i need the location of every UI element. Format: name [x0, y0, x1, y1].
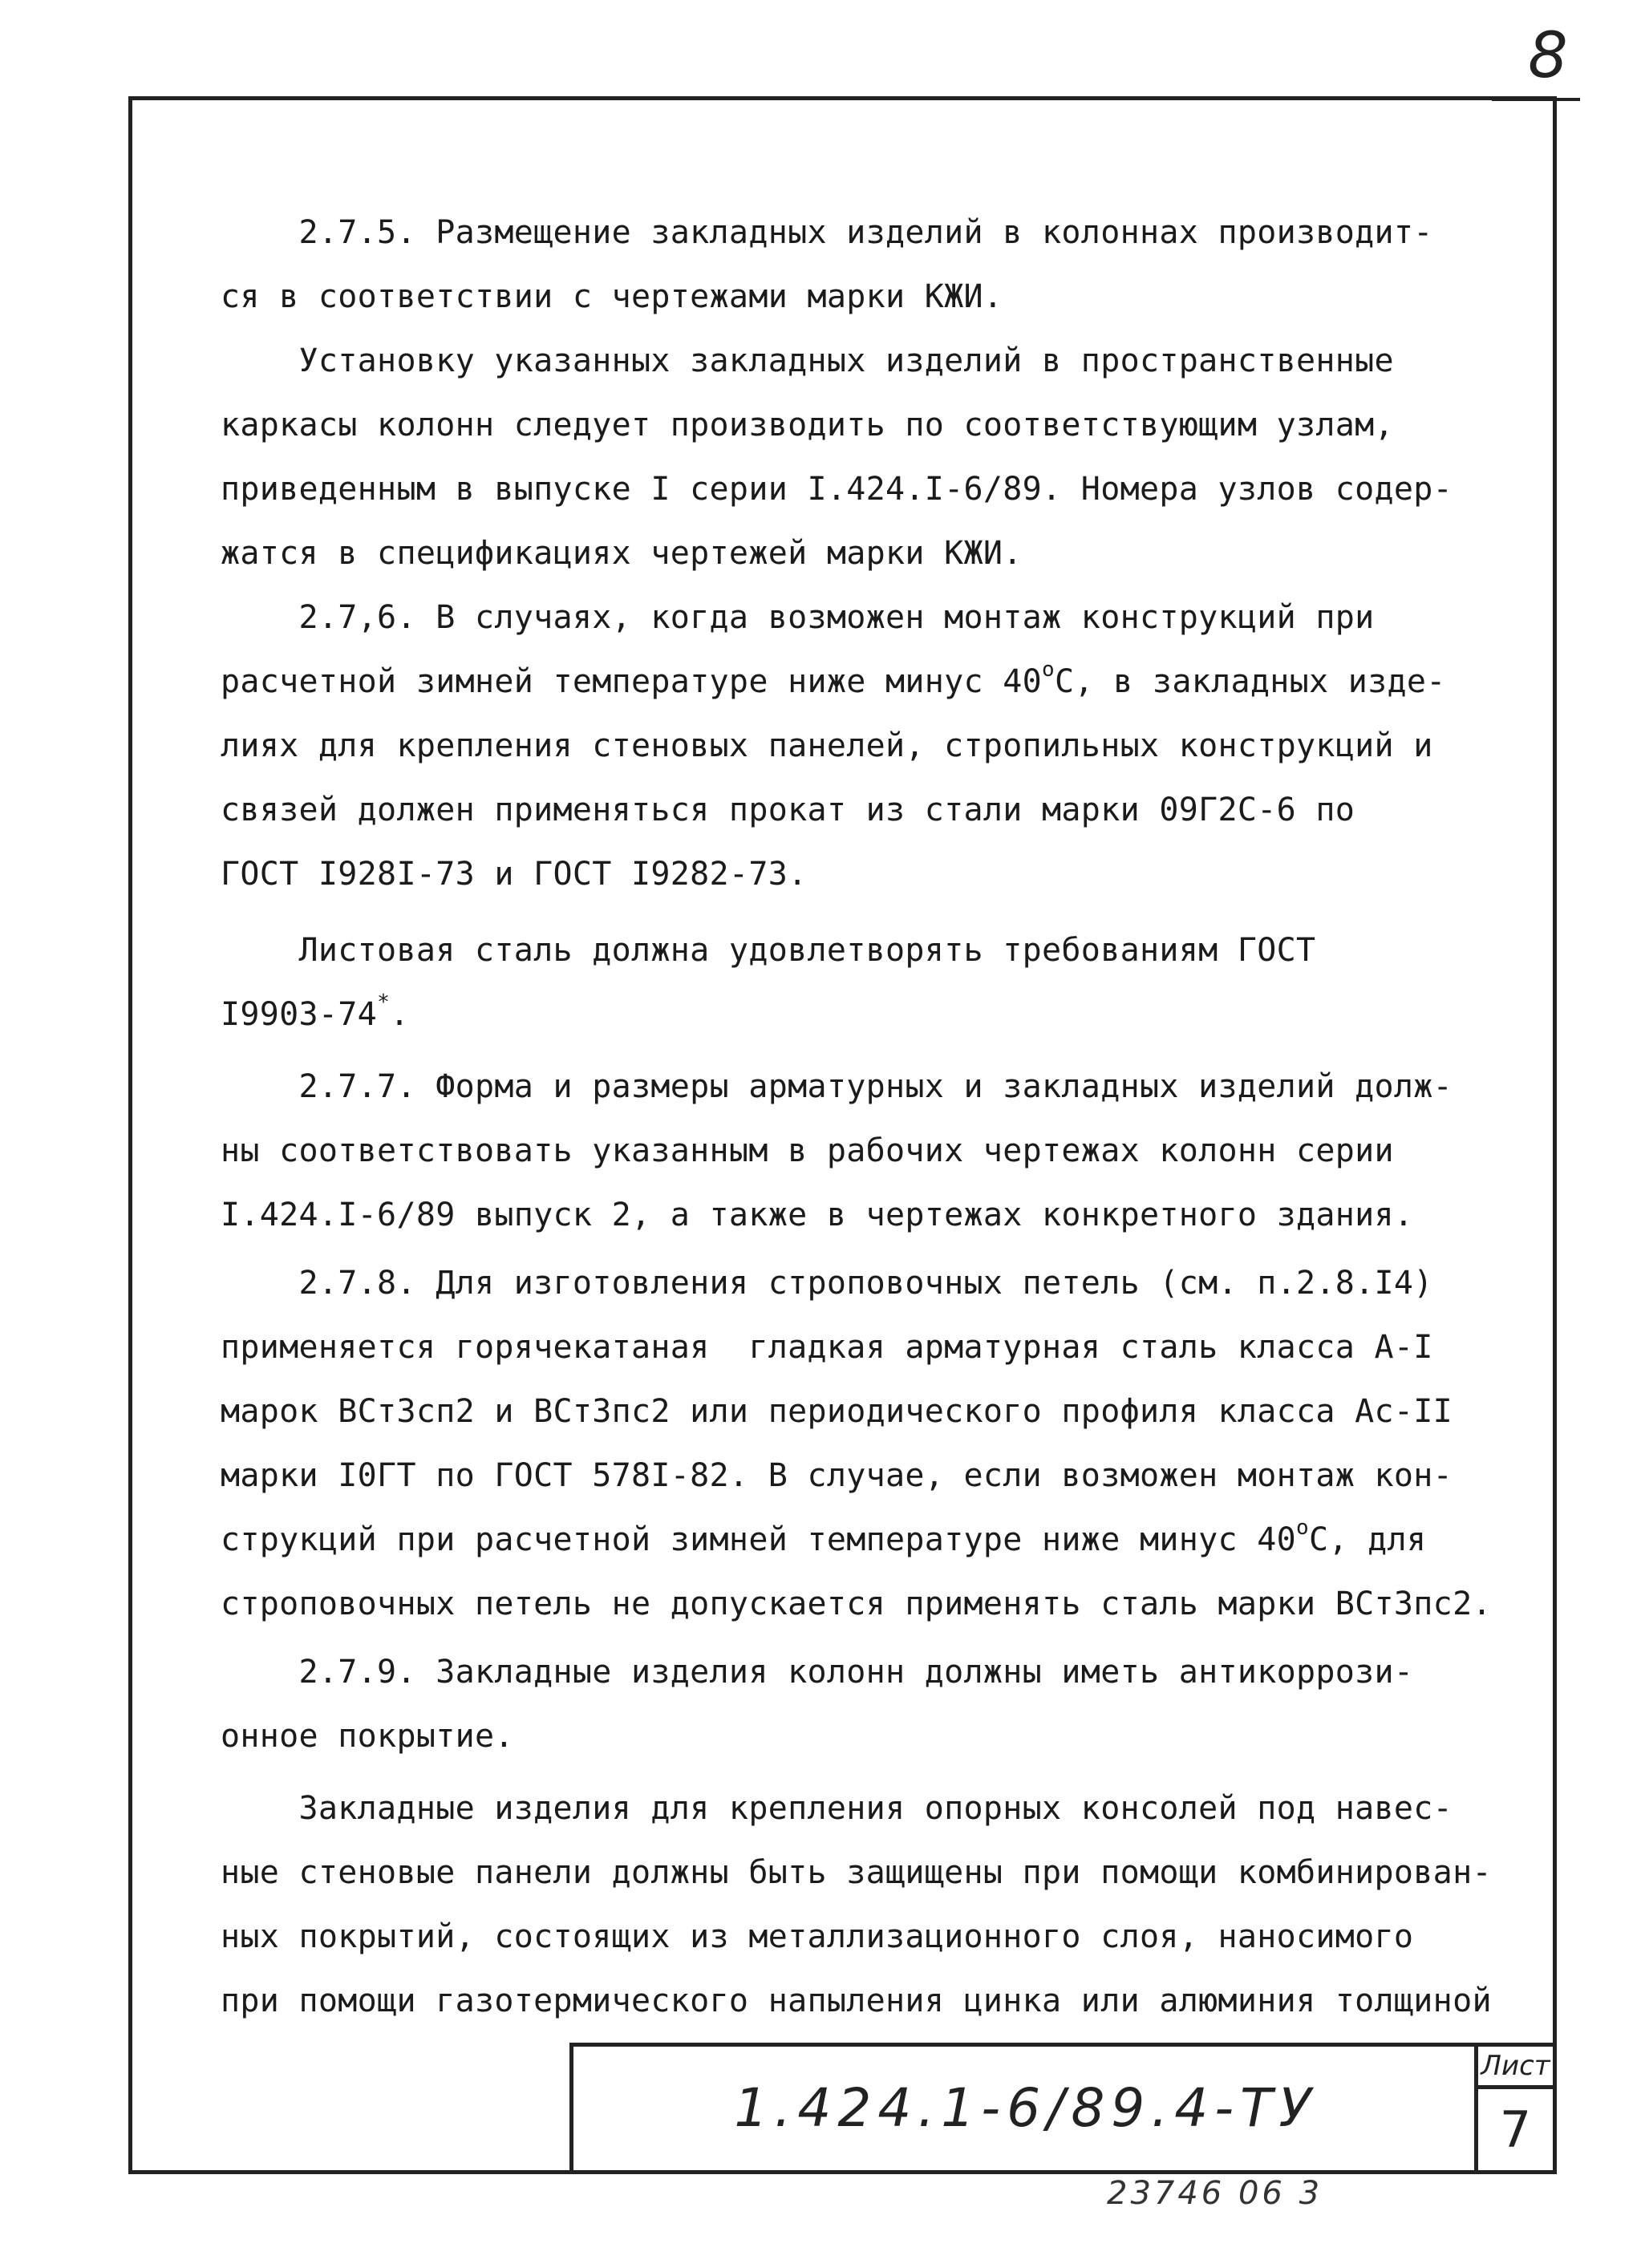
text-line: ГОСТ I928I-73 и ГОСТ I9282-73.	[221, 856, 808, 893]
text-line: 2.7.5. Размещение закладных изделий в колоннах производит-	[221, 214, 1433, 251]
text-line: ных покрытий, состоящих из металлизационного слоя, наносимого	[221, 1918, 1414, 1955]
text-line: строповочных петель не допускается применять сталь марки ВСт3пс2.	[221, 1586, 1492, 1622]
text-line: I.424.I-6/89 выпуск 2, а также в чертежах конкретного здания.	[221, 1197, 1414, 1233]
text-line: 2.7,6. В случаях, когда возможен монтаж конструкций при	[221, 599, 1375, 636]
text-line: ся в соответствии с чертежами марки КЖИ.	[221, 278, 1003, 315]
text-line: струкций при расчетной зимней температуре ниже минус 40$^o$С, для	[221, 1516, 1427, 1558]
text-line: Установку указанных закладных изделий в пространственные	[221, 342, 1394, 379]
archive-number: 23746 06 3	[1107, 2175, 1323, 2212]
sheet-cell	[1474, 2043, 1553, 2170]
text-line: 2.7.9. Закладные изделия колонн должны иметь антикоррози-	[221, 1654, 1414, 1691]
text-line: при помощи газотермического напыления цинка или алюминия толщиной	[221, 1982, 1492, 2019]
text-line: ные стеновые панели должны быть защищены при помощи комбинирован-	[221, 1854, 1492, 1891]
text-line: применяется горячекатаная гладкая арматурная сталь класса А-I	[221, 1329, 1433, 1366]
title-block	[569, 2043, 1478, 2170]
document-code: 1.424.1-6/89.4-ТУ	[734, 2077, 1318, 2139]
text-line: 2.7.7. Форма и размеры арматурных и закладных изделий долж-	[221, 1068, 1453, 1105]
page-number: 8	[1528, 20, 1568, 92]
text-line: марки I0ГТ по ГОСТ 578I-82. В случае, если возможен монтаж кон-	[221, 1457, 1453, 1494]
text-line: расчетной зимней температуре ниже минус 40$^o$С, в закладных изде-	[221, 658, 1446, 700]
text-line: каркасы колонн следует производить по соответствующим узлам,	[221, 407, 1394, 443]
text-line: онное покрытие.	[221, 1718, 514, 1755]
text-line: I9903-74*.	[221, 990, 410, 1033]
text-line: ны соответствовать указанным в рабочих чертежах колонн серии	[221, 1132, 1394, 1169]
text-line: жатся в спецификациях чертежей марки КЖИ.	[221, 535, 1023, 572]
sheet-number: 7	[1499, 2100, 1532, 2159]
text-line: связей должен применяться прокат из стали марки 09Г2С-6 по	[221, 792, 1355, 828]
text-line: марок ВСт3сп2 и ВСт3пс2 или периодического профиля класса Ас-II	[221, 1393, 1453, 1430]
sheet-label: Лист	[1478, 2047, 1553, 2089]
text-line: лиях для крепления стеновых панелей, стропильных конструкций и	[221, 727, 1433, 764]
text-line: Листовая сталь должна удовлетворять требованиям ГОСТ	[221, 932, 1316, 969]
text-line: приведенным в выпуске I серии I.424.I-6/89. Номера узлов содер-	[221, 471, 1453, 508]
text-line: Закладные изделия для крепления опорных консолей под навес-	[221, 1790, 1453, 1827]
text-line: 2.7.8. Для изготовления строповочных петель (см. п.2.8.I4)	[221, 1265, 1433, 1302]
